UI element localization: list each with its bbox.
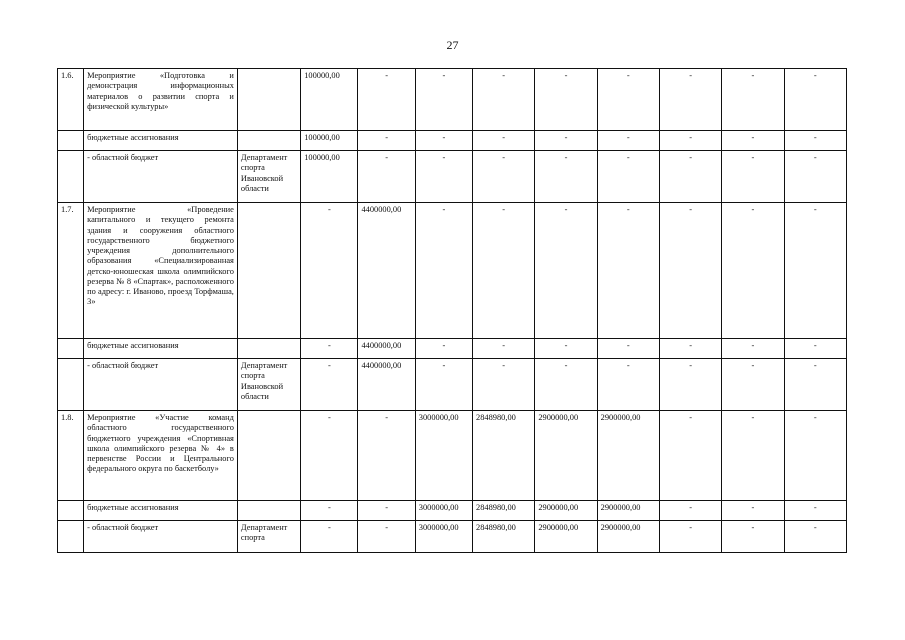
table-row — [58, 521, 847, 553]
amount-cell: 100000,00 — [301, 69, 358, 131]
amount-cell: - — [659, 521, 721, 553]
amount-cell: - — [659, 151, 721, 203]
amount-cell: - — [301, 501, 358, 521]
row-name: - областной бюджет — [84, 359, 238, 411]
amount-cell: - — [358, 151, 415, 203]
amount-cell: - — [659, 359, 721, 411]
amount-cell: 100000,00 — [301, 131, 358, 151]
amount-cell: - — [784, 203, 846, 339]
amount-cell: - — [722, 359, 784, 411]
row-name: бюджетные ассигнования — [84, 339, 238, 359]
amount-cell: 3000000,00 — [415, 521, 472, 553]
row-executor — [237, 411, 300, 501]
amount-cell: - — [784, 131, 846, 151]
amount-cell: - — [784, 411, 846, 501]
amount-cell: - — [784, 501, 846, 521]
amount-cell: - — [415, 69, 472, 131]
row-name: Мероприятие «Участие команд областного государственного бюджетного учреждения «Спортивная школа олимпийского резерва № 4» в первенстве России и Центрального федерального округа по баскетболу» — [84, 411, 238, 501]
row-number: 1.7. — [58, 203, 84, 339]
row-name: бюджетные ассигнования — [84, 501, 238, 521]
table-row — [58, 131, 847, 151]
amount-cell: - — [301, 339, 358, 359]
row-executor — [237, 203, 300, 339]
amount-cell: - — [722, 339, 784, 359]
amount-cell: - — [358, 69, 415, 131]
amount-cell: - — [358, 131, 415, 151]
amount-cell: - — [535, 69, 597, 131]
amount-cell: - — [597, 151, 659, 203]
amount-cell: - — [722, 131, 784, 151]
amount-cell: - — [415, 151, 472, 203]
amount-cell: - — [301, 203, 358, 339]
row-number — [58, 359, 84, 411]
row-name: Мероприятие «Подготовка и демонстрация информационных материалов о развитии спорта и физической культуры» — [84, 69, 238, 131]
table-row — [58, 339, 847, 359]
table-row — [58, 359, 847, 411]
amount-cell: 2900000,00 — [597, 411, 659, 501]
row-number — [58, 131, 84, 151]
amount-cell: - — [415, 359, 472, 411]
table-row — [58, 501, 847, 521]
amount-cell: - — [473, 131, 535, 151]
amount-cell: - — [659, 501, 721, 521]
table-row — [58, 203, 847, 339]
amount-cell: 2900000,00 — [535, 521, 597, 553]
amount-cell: - — [358, 501, 415, 521]
amount-cell: - — [597, 203, 659, 339]
funding-table — [57, 68, 847, 553]
amount-cell: - — [301, 521, 358, 553]
amount-cell: - — [597, 359, 659, 411]
table-row — [58, 411, 847, 501]
amount-cell: - — [659, 69, 721, 131]
amount-cell: 2848980,00 — [473, 411, 535, 501]
amount-cell: - — [784, 521, 846, 553]
amount-cell: 2848980,00 — [473, 501, 535, 521]
amount-cell: - — [784, 69, 846, 131]
amount-cell: - — [535, 131, 597, 151]
amount-cell: - — [659, 411, 721, 501]
amount-cell: 4400000,00 — [358, 359, 415, 411]
row-number — [58, 521, 84, 553]
amount-cell: 3000000,00 — [415, 501, 472, 521]
row-name: - областной бюджет — [84, 521, 238, 553]
row-name: бюджетные ассигнования — [84, 131, 238, 151]
amount-cell: 100000,00 — [301, 151, 358, 203]
amount-cell: - — [535, 203, 597, 339]
amount-cell: - — [535, 151, 597, 203]
row-executor: Департамент спорта — [237, 521, 300, 553]
amount-cell: 2848980,00 — [473, 521, 535, 553]
amount-cell: - — [358, 411, 415, 501]
amount-cell: - — [473, 359, 535, 411]
table-row — [58, 69, 847, 131]
row-executor: Департамент спорта Ивановской области — [237, 151, 300, 203]
amount-cell: - — [722, 411, 784, 501]
amount-cell: - — [473, 203, 535, 339]
amount-cell: - — [358, 521, 415, 553]
amount-cell: - — [535, 359, 597, 411]
amount-cell: - — [473, 69, 535, 131]
amount-cell: - — [722, 69, 784, 131]
row-number — [58, 151, 84, 203]
amount-cell: - — [722, 521, 784, 553]
row-executor — [237, 131, 300, 151]
amount-cell: - — [301, 359, 358, 411]
row-executor — [237, 69, 300, 131]
amount-cell: - — [473, 151, 535, 203]
amount-cell: - — [597, 339, 659, 359]
amount-cell: - — [784, 151, 846, 203]
amount-cell: 2900000,00 — [597, 501, 659, 521]
amount-cell: 4400000,00 — [358, 339, 415, 359]
amount-cell: 2900000,00 — [535, 411, 597, 501]
page-number: 27 — [446, 38, 459, 52]
row-number: 1.8. — [58, 411, 84, 501]
row-number — [58, 501, 84, 521]
amount-cell: 2900000,00 — [597, 521, 659, 553]
amount-cell: - — [784, 359, 846, 411]
row-executor: Департамент спорта Ивановской области — [237, 359, 300, 411]
amount-cell: - — [722, 151, 784, 203]
row-number — [58, 339, 84, 359]
table-row — [58, 151, 847, 203]
amount-cell: - — [722, 501, 784, 521]
amount-cell: - — [784, 339, 846, 359]
amount-cell: - — [415, 339, 472, 359]
row-executor — [237, 339, 300, 359]
amount-cell: 3000000,00 — [415, 411, 472, 501]
row-executor — [237, 501, 300, 521]
amount-cell: - — [473, 339, 535, 359]
amount-cell: 2900000,00 — [535, 501, 597, 521]
amount-cell: - — [659, 203, 721, 339]
row-name: Мероприятие «Проведение капитального и текущего ремонта здания и сооружения областного государственного бюджетного учреждения дополнительного образования «Специализированная детско-юношеская школа олимпийского резерва № 8 «Спартак», расположенного по адресу: г. Иваново, проезд Торфмаша, 3» — [84, 203, 238, 339]
amount-cell: - — [301, 411, 358, 501]
row-name: - областной бюджет — [84, 151, 238, 203]
amount-cell: - — [597, 69, 659, 131]
amount-cell: - — [415, 203, 472, 339]
amount-cell: - — [659, 339, 721, 359]
amount-cell: - — [722, 203, 784, 339]
amount-cell: - — [415, 131, 472, 151]
row-number: 1.6. — [58, 69, 84, 131]
amount-cell: - — [597, 131, 659, 151]
amount-cell: 4400000,00 — [358, 203, 415, 339]
amount-cell: - — [659, 131, 721, 151]
amount-cell: - — [535, 339, 597, 359]
